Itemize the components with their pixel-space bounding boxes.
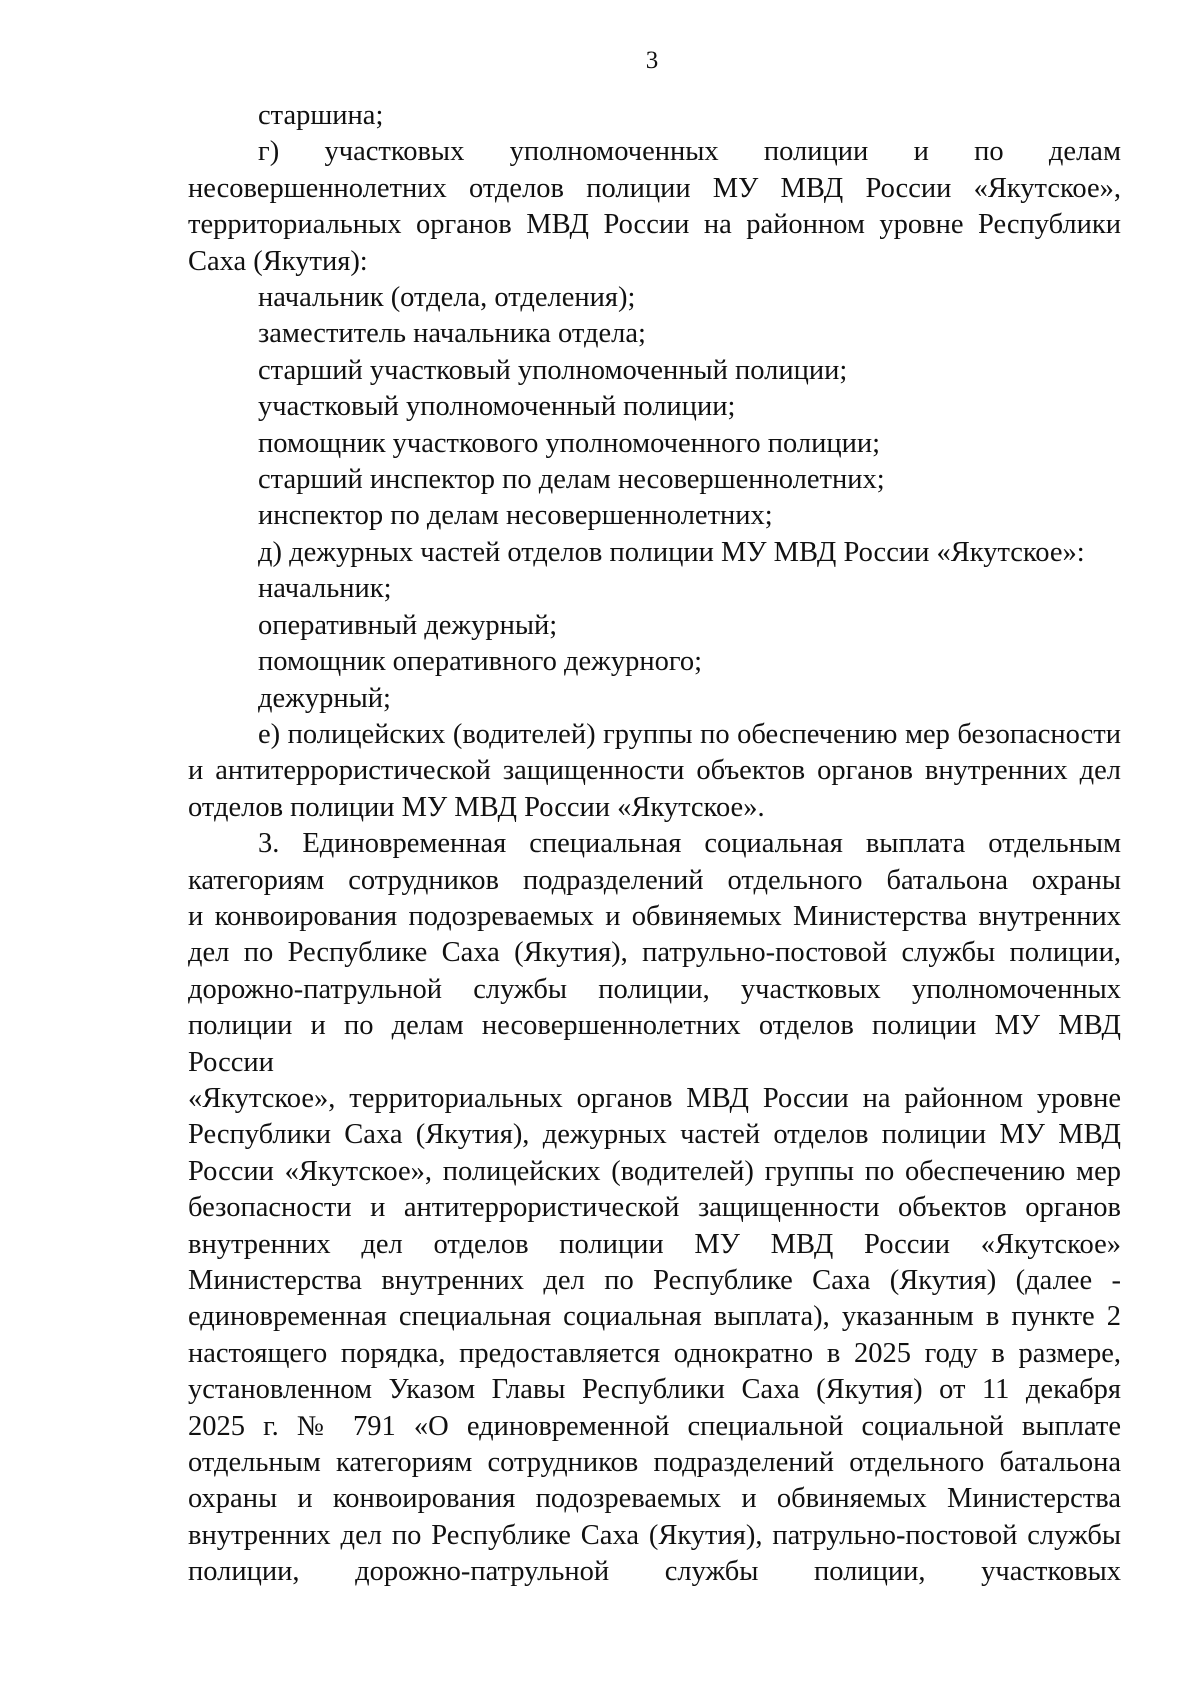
text-line: оперативный дежурный; <box>258 609 558 641</box>
text-line: отдельным категориям сотрудников подразделений отдельного батальона <box>188 1447 1121 1479</box>
text-line: отделов полиции МУ МВД России «Якутское». <box>188 791 765 823</box>
text-line: е) полицейских (водителей) группы по обеспечению мер безопасности <box>258 718 1121 750</box>
text-line: г) участковых уполномоченных полиции и по делам <box>258 136 1121 168</box>
text-line: внутренних дел по Республике Саха (Якутия), патрульно-постовой службы <box>188 1519 1121 1551</box>
text-line: старший инспектор по делам несовершеннолетних; <box>258 464 885 496</box>
text-line: начальник (отдела, отделения); <box>258 282 636 314</box>
text-line: внутренних дел отделов полиции МУ МВД России «Якутское» <box>188 1228 1121 1260</box>
text-line: и конвоирования подозреваемых и обвиняемых Министерства внутренних <box>188 900 1121 932</box>
document-body <box>188 98 1121 1591</box>
text-line: полиции, дорожно-патрульной службы полиции, участковых <box>188 1556 1121 1588</box>
text-line: Саха (Якутия): <box>188 245 368 277</box>
text-line: участковый уполномоченный полиции; <box>258 391 736 423</box>
text-line: установленном Указом Главы Республики Саха (Якутия) от 11 декабря <box>188 1374 1121 1406</box>
text-line: территориальных органов МВД России на районном уровне Республики <box>188 209 1121 241</box>
text-line: категориям сотрудников подразделений отдельного батальона охраны <box>188 864 1121 896</box>
text-line: охраны и конвоирования подозреваемых и обвиняемых Министерства <box>188 1483 1121 1515</box>
text-line: и антитеррористической защищенности объектов органов внутренних дел <box>188 755 1121 787</box>
text-line: дорожно-патрульной службы полиции, участковых уполномоченных <box>188 973 1121 1005</box>
text-line: безопасности и антитеррористической защищенности объектов органов <box>188 1192 1121 1224</box>
text-line: инспектор по делам несовершеннолетних; <box>258 500 773 532</box>
text-line: начальник; <box>258 573 392 605</box>
text-line: несовершеннолетних отделов полиции МУ МВД России «Якутское», <box>188 172 1121 204</box>
text-line: дел по Республике Саха (Якутия), патрульно-постовой службы полиции, <box>188 937 1121 969</box>
text-line: Республики Саха (Якутия), дежурных частей отделов полиции МУ МВД <box>188 1119 1121 1151</box>
text-line: помощник участкового уполномоченного полиции; <box>258 427 880 459</box>
text-line: России «Якутское», полицейских (водителей) группы по обеспечению мер <box>188 1155 1121 1187</box>
text-line: полиции и по делам несовершеннолетних отделов полиции МУ МВД России <box>188 1010 1121 1078</box>
text-line: д) дежурных частей отделов полиции МУ МВД России «Якутское»: <box>258 536 1085 568</box>
text-line: старший участковый уполномоченный полиции; <box>258 354 848 386</box>
text-line: 2025 г. № 791 «О единовременной специальной социальной выплате <box>188 1410 1121 1442</box>
page-number: 3 <box>645 47 659 74</box>
text-line: заместитель начальника отдела; <box>258 318 646 350</box>
text-line: дежурный; <box>258 682 391 714</box>
text-line: единовременная специальная социальная выплата), указанным в пункте 2 <box>188 1301 1121 1333</box>
text-line: помощник оперативного дежурного; <box>258 646 702 678</box>
text-line: 3. Единовременная специальная социальная выплата отдельным <box>258 828 1121 860</box>
text-line: «Якутское», территориальных органов МВД России на районном уровне <box>188 1082 1121 1114</box>
text-line: настоящего порядка, предоставляется однократно в 2025 году в размере, <box>188 1337 1121 1369</box>
text-line: старшина; <box>258 100 384 131</box>
text-line: Министерства внутренних дел по Республике Саха (Якутия) (далее - <box>188 1265 1121 1296</box>
